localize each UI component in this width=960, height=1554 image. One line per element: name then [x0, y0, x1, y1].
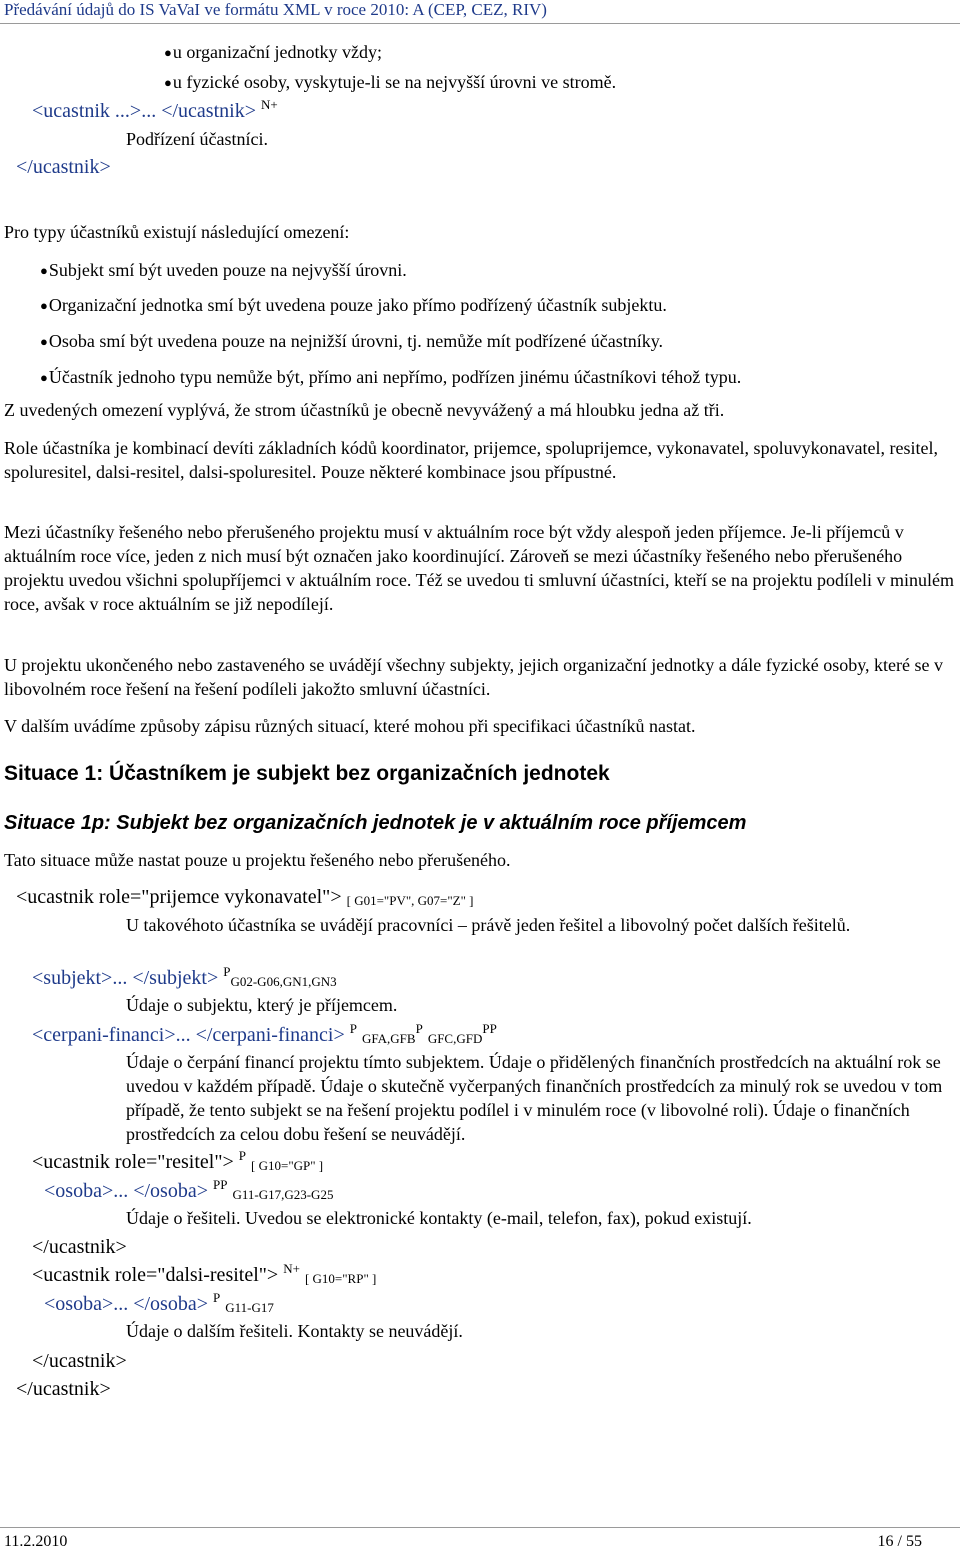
- code-tag: <ucastnik role="resitel">: [32, 1151, 234, 1173]
- field-codes-sub: GFA,GFB: [361, 1031, 416, 1046]
- cardinality-sup: P: [415, 1021, 423, 1036]
- cardinality-sup: PP: [482, 1021, 497, 1036]
- paragraph: Mezi účastníky řešeného nebo přerušeného projektu musí v aktuálním roce být vždy alespoň jeden příjemce. Je-li příjemců v aktuálním roce více, jeden z nich musí být označen jako koordinující. Zároveň se mezi účastníky řešeného nebo přerušeného projektu uvedou všichni spolupříjemci v aktuálním roce. Též se uvedou ti smluvní účastníci, kteří se na projektu podíleli v minulém roce, avšak v roce aktuálním se již nepodílejí.: [4, 522, 954, 614]
- bullet-item: [164, 40, 382, 66]
- code-tag: <ucastnik ...>... </ucastnik>: [32, 100, 256, 122]
- restriction-text: Subjekt smí být uveden pouze na nejvyšší úrovni.: [48, 260, 407, 280]
- header-divider: [0, 23, 960, 24]
- field-codes-sub: GFC,GFD: [427, 1031, 483, 1046]
- code-ucastnik-close: </ucastnik>: [16, 156, 111, 178]
- code-description: Podřízení účastníci.: [126, 129, 268, 149]
- code-description: U takovéhoto účastníka se uvádějí pracovníci – právě jeden řešitel a libovolný počet dalších řešitelů.: [126, 915, 851, 935]
- restriction-item: [40, 365, 741, 391]
- code-description: Údaje o dalším řešiteli. Kontakty se neuvádějí.: [126, 1321, 463, 1341]
- restriction-item: [40, 293, 667, 319]
- condition-sub: [ G10="RP" ]: [304, 1271, 377, 1286]
- code-tag: <cerpani-financi>... </cerpani-financi>: [32, 1024, 345, 1046]
- code-tag: <ucastnik role="dalsi-resitel">: [32, 1264, 279, 1286]
- code-line: </ucastnik>: [32, 1236, 127, 1258]
- code-description: Údaje o subjektu, který je příjemcem.: [126, 995, 398, 1015]
- cardinality-sup: N+: [260, 97, 278, 112]
- code-description: Údaje o čerpání financí projektu tímto subjektem. Údaje o přidělených finančních prostředcích na aktuální rok se uvedou v každém případě. Údaje o skutečně vyčerpaných finančních prostředcích za minulý rok se uvedou v tom případě, že tento subjekt se na řešení projektu podílel i v minulém roce (v libovolné roli). Údaje o finančních prostředcích za celou dobu řešení se neuvádějí.: [126, 1052, 943, 1144]
- code-tag: <subjekt>... </subjekt>: [32, 967, 219, 989]
- bullet-item: [164, 70, 616, 96]
- code-line: [32, 1022, 497, 1050]
- restrictions-intro: Pro typy účastníků existují následující omezení:: [4, 222, 350, 242]
- restriction-text: Organizační jednotka smí být uvedena pouze jako přímo podřízený účastník subjektu.: [48, 295, 667, 315]
- restriction-text: Osoba smí být uvedena pouze na nejnižší úrovni, tj. nemůže mít podřízené účastníky.: [48, 331, 664, 351]
- code-line: [44, 1291, 274, 1319]
- condition-sub: [ G10="GP" ]: [251, 1158, 324, 1173]
- field-codes-sub: G11-G17: [225, 1300, 274, 1315]
- code-line: [32, 1149, 323, 1177]
- page-header-title: Předávání údajů do IS VaVaI ve formátu XML v roce 2010: A (CEP, CEZ, RIV): [4, 0, 547, 19]
- field-codes-sub: G11-G17,G23-G25: [232, 1187, 334, 1202]
- cardinality-sup: P: [213, 1290, 221, 1305]
- paragraph: V dalším uvádíme způsoby zápisu různých situací, které mohou při specifikaci účastníků nastat.: [4, 716, 696, 736]
- code-line: </ucastnik>: [32, 1350, 127, 1372]
- subsection-heading: Situace 1p: Subjekt bez organizačních jednotek je v aktuálním roce příjemcem: [4, 812, 747, 834]
- footer-divider: [0, 1527, 960, 1528]
- field-codes-sub: G02-G06,GN1,GN3: [230, 974, 337, 989]
- condition-sub: [ G01="PV", G07="Z" ]: [346, 893, 474, 908]
- footer-date: 11.2.2010: [4, 1533, 68, 1550]
- code-line: [32, 965, 337, 993]
- code-tag: <ucastnik role="prijemce vykonavatel">: [16, 886, 342, 908]
- code-line: [16, 884, 474, 912]
- paragraph: U projektu ukončeného nebo zastaveného se uvádějí všechny subjekty, jejich organizační jednotky a dále fyzické osoby, které se v libovolném roce řešení na řešení podíleli jakožto smluvní účastníci.: [4, 655, 944, 699]
- cardinality-sup: P: [223, 964, 231, 979]
- bullet-text: u fyzické osoby, vyskytuje-li se na nejvyšší úrovni ve stromě.: [172, 72, 617, 92]
- code-line: </ucastnik>: [16, 1378, 111, 1400]
- cardinality-sup: PP: [213, 1177, 228, 1192]
- code-line: [32, 1262, 376, 1290]
- restriction-text: Účastník jednoho typu nemůže být, přímo ani nepřímo, podřízen jinému účastníkovi téhož typu.: [48, 367, 742, 387]
- code-tag: <osoba>... </osoba>: [44, 1180, 208, 1202]
- paragraph: Role účastníka je kombinací devíti základních kódů koordinator, prijemce, spoluprijemce, vykonavatel, spoluvykonavatel, resitel, spoluresitel, dalsi-resitel, dalsi-spoluresitel. Pouze některé kombinace jsou přípustné.: [4, 438, 939, 482]
- bullet-text: u organizační jednotky vždy;: [172, 42, 382, 62]
- cardinality-sup: P: [349, 1021, 357, 1036]
- paragraph: Z uvedených omezení vyplývá, že strom účastníků je obecně nevyvážený a má hloubku jedna až tři.: [4, 400, 725, 420]
- cardinality-sup: N+: [283, 1261, 300, 1276]
- code-line: [44, 1178, 333, 1206]
- paragraph: Tato situace může nastat pouze u projektu řešeného nebo přerušeného.: [4, 850, 511, 870]
- code-ucastnik-open: [32, 98, 278, 126]
- restriction-item: [40, 258, 407, 284]
- code-description: Údaje o řešiteli. Uvedou se elektronické kontakty (e-mail, telefon, fax), pokud existují.: [126, 1208, 752, 1228]
- cardinality-sup: P: [238, 1148, 247, 1163]
- page-number: 16 / 55: [877, 1533, 922, 1550]
- code-tag: <osoba>... </osoba>: [44, 1293, 208, 1315]
- restriction-item: [40, 329, 663, 355]
- section-heading: Situace 1: Účastníkem je subjekt bez organizačních jednotek: [4, 762, 610, 785]
